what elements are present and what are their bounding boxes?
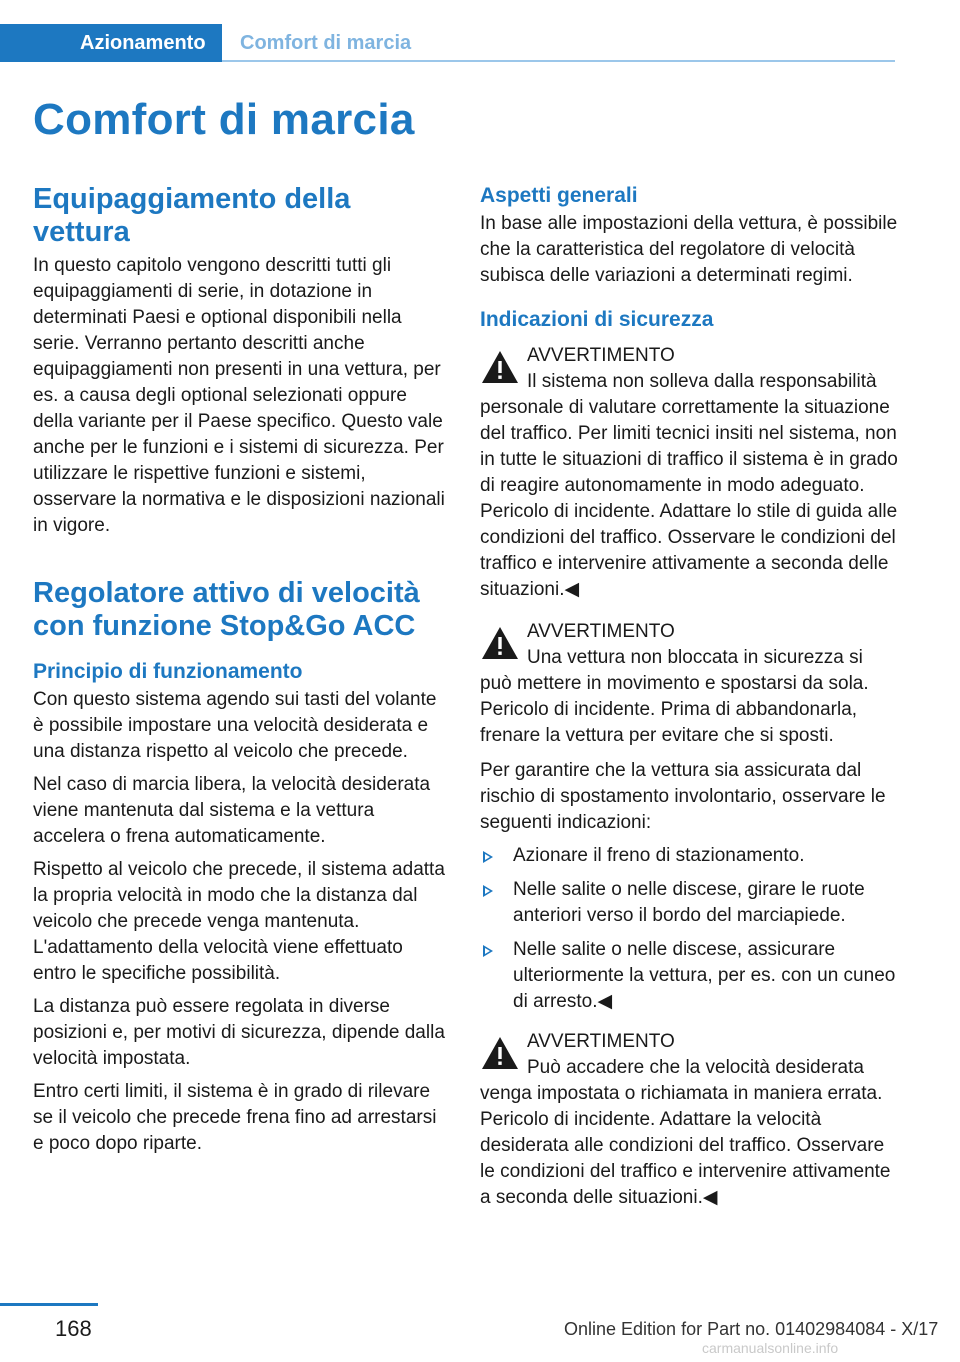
tab-comfort-di-marcia[interactable]: Comfort di marcia xyxy=(240,32,412,54)
warning-icon xyxy=(480,349,520,385)
footer-edition: Online Edition for Part no. 01402984084 - X/17 xyxy=(564,1319,939,1339)
page-number-rule xyxy=(0,1303,98,1306)
warning-text: venga impostata o richiamata in maniera errata. Pericolo di incidente. Adattare la velocità desiderata alle condizioni del traffico. Osservare le condizioni del traffico e intervenire attivamente a seconda delle situazioni.◀ xyxy=(480,1083,891,1208)
principle-heading: Principio di funzionamento xyxy=(33,660,303,683)
right-column xyxy=(480,183,900,1220)
warning-label: AVVERTIMENTO xyxy=(527,1031,675,1052)
principle-paragraph: Entro certi limiti, il sistema è in grado di rilevare se il veicolo che precede frena fino ad arrestarsi e poco dopo riparte. xyxy=(33,1081,437,1154)
warning-text: personale di valutare correttamente la situazione del traffico. Per limiti tecnici insiti nel sistema, non in tutte le situazioni di traffico il sistema è in grado di reagire autonomamente in modo adeguato. Pericolo di incidente. Adattare lo stile di guida alle condizioni del traffico. Osservare le condizioni del traffico e intervenire attivamente a seconda delle situazioni.◀ xyxy=(480,397,898,600)
equip-heading: Equipaggiamento della vettura xyxy=(33,183,351,248)
bullet-list xyxy=(480,843,900,1015)
bullet-triangle-icon xyxy=(483,851,493,863)
list-item: Nelle salite o nelle discese, assicurare ulteriormente la vettura, per es. con un cuneo di arresto.◀ xyxy=(480,937,900,1015)
list-item: Nelle salite o nelle discese, girare le ruote anteriori verso il bordo del marciapiede. xyxy=(480,877,900,929)
principle-paragraph: Nel caso di marcia libera, la velocità desiderata viene mantenuta dal sistema e la vettura accelera o frena automaticamente. xyxy=(33,774,431,847)
warning-text: può mettere in movimento e spostarsi da sola. Pericolo di incidente. Prima di abbandonarla, frenare la vettura per evitare che si sposti. xyxy=(480,673,869,746)
footer-watermark: carmanualsonline.info xyxy=(702,1340,839,1356)
principle-paragraph: Con questo sistema agendo sui tasti del volante è possibile impostare una velocità desiderata e una distanza rispetto al veicolo che precede. xyxy=(33,689,437,762)
warning-label: AVVERTIMENTO xyxy=(527,345,675,366)
principle-paragraph: La distanza può essere regolata in diverse posizioni e, per motivi di sicurezza, dipende dalla velocità impostata. xyxy=(33,996,445,1069)
tab-azionamento[interactable]: Azionamento xyxy=(0,24,222,62)
warning-label: AVVERTIMENTO xyxy=(527,621,675,642)
warning-block xyxy=(480,1029,900,1211)
bullet-triangle-icon xyxy=(483,885,493,897)
page-number: 168 xyxy=(55,1316,92,1341)
general-heading: Aspetti generali xyxy=(480,184,638,207)
secure-text: Per garantire che la vettura sia assicurata dal rischio di spostamento involontario, osservare le seguenti indicazioni: xyxy=(480,760,886,833)
principle-paragraph: Rispetto al veicolo che precede, il sistema adatta la propria velocità in modo che la distanza dal veicolo che precede venga mantenuta. L'adattamento della velocità viene effettuato entro le specifiche possibilità. xyxy=(33,859,445,984)
page-title: Comfort di marcia xyxy=(33,95,415,144)
warning-block xyxy=(480,619,900,749)
warning-block xyxy=(480,343,900,603)
header-tabs xyxy=(0,24,895,62)
safety-heading: Indicazioni di sicurezza xyxy=(480,308,714,331)
warning-icon xyxy=(480,625,520,661)
equip-text: In questo capitolo vengono descritti tutti gli equipaggiamenti di serie, in dotazione in determinati Paesi e optional disponibili nella serie. Verranno pertanto descritti anche equipaggiamenti non presenti in una vettura, per es. a causa degli optional selezionati oppure della variante per il Paese specifico. Questo vale anche per le funzioni e i sistemi di sicurezza. Per utilizzare le rispettive funzioni e sistemi, osservare la normativa e le disposizioni nazionali in vigore. xyxy=(33,255,445,536)
warning-text-first: Una vettura non bloccata in sicurezza si xyxy=(527,647,863,668)
warning-icon xyxy=(480,1035,520,1071)
acc-heading: Regolatore attivo di velocità con funzione Stop&Go ACC xyxy=(33,577,420,642)
header-rule xyxy=(222,60,895,62)
warning-text-first: Può accadere che la velocità desiderata xyxy=(527,1057,864,1078)
list-item: Azionare il freno di stazionamento. xyxy=(480,843,900,869)
bullet-triangle-icon xyxy=(483,945,493,957)
left-column xyxy=(33,183,451,1164)
general-text: In base alle impostazioni della vettura, è possibile che la caratteristica del regolatore di velocità subisca delle variazioni a determinati regimi. xyxy=(480,213,898,286)
warning-text-first: Il sistema non solleva dalla responsabilità xyxy=(527,371,877,392)
